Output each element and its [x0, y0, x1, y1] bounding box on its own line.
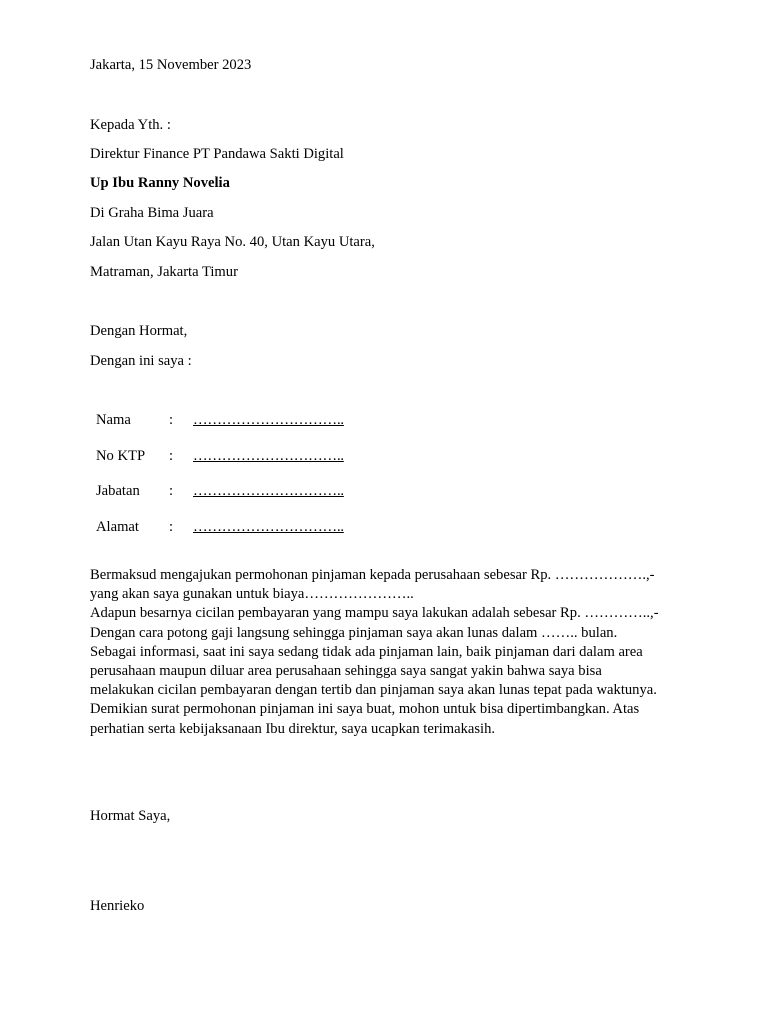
closing: Hormat Saya,	[90, 808, 171, 824]
body-line: Sebagai informasi, saat ini saya sedang tidak ada pinjaman lain, baik pinjaman dari dalam area	[90, 643, 643, 660]
field-blank: …………………………..	[193, 483, 344, 499]
body-line: perhatian serta kebijaksanaan Ibu direktur, saya ucapkan terimakasih.	[90, 720, 496, 737]
place-date: Jakarta, 15 November 2023	[90, 57, 252, 73]
signatory-name: Henrieko	[90, 898, 145, 914]
identity-row-no-ktp	[96, 447, 396, 465]
field-colon: :	[169, 483, 174, 499]
recipient-attention: Up Ibu Ranny Novelia	[90, 175, 230, 191]
body-line: Dengan cara potong gaji langsung sehingga pinjaman saya akan lunas dalam …….. bulan.	[90, 624, 618, 641]
greeting: Dengan Hormat,	[90, 323, 188, 339]
recipient-district: Matraman, Jakarta Timur	[90, 264, 238, 280]
identity-row-alamat	[96, 518, 396, 536]
body-line: melakukan cicilan pembayaran dengan tertib dan pinjaman saya akan lunas tepat pada waktunya.	[90, 682, 657, 699]
recipient-building: Di Graha Bima Juara	[90, 205, 214, 221]
recipient-salutation: Kepada Yth. :	[90, 117, 171, 133]
body-line: Adapun besarnya cicilan pembayaran yang mampu saya lakukan adalah sebesar Rp. …………..,-	[90, 605, 659, 622]
field-blank: …………………………..	[193, 519, 344, 535]
body-line: Demikian surat permohonan pinjaman ini saya buat, mohon untuk bisa dipertimbangkan. Atas	[90, 701, 640, 718]
field-blank: …………………………..	[193, 448, 344, 464]
body-line: Bermaksud mengajukan permohonan pinjaman kepada perusahaan sebesar Rp. ……………….,-	[90, 567, 655, 583]
identity-row-jabatan	[96, 482, 396, 500]
body-paragraph	[90, 566, 678, 739]
field-label: No KTP	[96, 448, 146, 464]
body-line: yang akan saya gunakan untuk biaya…………………..	[90, 586, 414, 603]
field-label: Jabatan	[96, 483, 140, 499]
identity-row-nama	[96, 411, 396, 429]
recipient-street: Jalan Utan Kayu Raya No. 40, Utan Kayu Utara,	[90, 234, 375, 250]
field-blank: …………………………..	[193, 412, 344, 428]
field-colon: :	[169, 412, 174, 428]
intro-text: Dengan ini saya :	[90, 353, 192, 369]
body-line: perusahaan maupun diluar area perusahaan sehingga saya sangat yakin bahwa saya bisa	[90, 662, 602, 679]
field-colon: :	[169, 448, 174, 464]
field-colon: :	[169, 519, 174, 535]
field-label: Alamat	[96, 519, 139, 535]
field-label: Nama	[96, 412, 131, 428]
recipient-position: Direktur Finance PT Pandawa Sakti Digital	[90, 146, 344, 162]
